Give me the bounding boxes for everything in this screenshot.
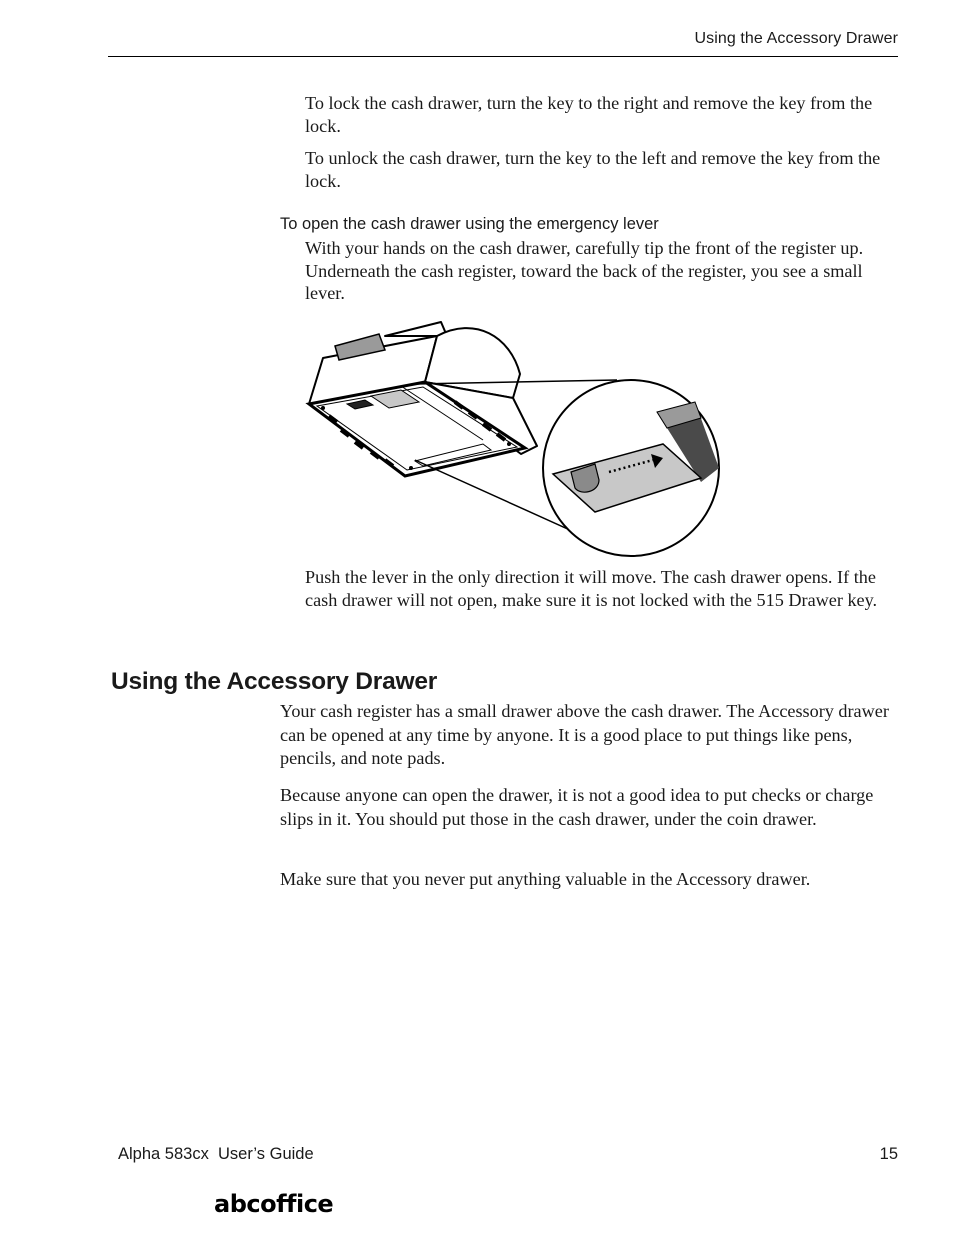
emergency-lever-illustration xyxy=(305,316,723,560)
lever-zoom-detail xyxy=(543,380,719,556)
accessory-paragraph-2: Because anyone can open the drawer, it is not a good idea to put checks or charge slips in it. You should put those in the cash drawer, under the coin drawer. xyxy=(280,785,874,829)
running-header xyxy=(108,28,898,57)
footer-guide-title: Alpha 583cx User’s Guide xyxy=(118,1145,314,1163)
running-header-title: Using the Accessory Drawer xyxy=(694,30,898,47)
register-underside-drawing xyxy=(305,316,723,560)
accessory-paragraph-3: Make sure that you never put anything valuable in the Accessory drawer. xyxy=(280,869,811,889)
accessory-drawer-heading: Using the Accessory Drawer xyxy=(111,668,438,695)
accessory-paragraph-1: Your cash register has a small drawer above the cash drawer. The Accessory drawer can be opened at any time by anyone. It is a good place to put things like pens, pencils, and note pads. xyxy=(280,701,889,768)
lock-instruction: To lock the cash drawer, turn the key to the right and remove the key from the lock. xyxy=(305,93,873,136)
unlock-instruction: To unlock the cash drawer, turn the key to the left and remove the key from the lock. xyxy=(305,148,881,191)
abcoffice-logo: abcoffice xyxy=(214,1190,334,1218)
footer-page-number: 15 xyxy=(879,1145,898,1163)
tip-register-paragraph: With your hands on the cash drawer, carefully tip the front of the register up. Underneath the cash register, toward the back of the register, you see a small lever. xyxy=(305,238,864,303)
emergency-lever-subheading: To open the cash drawer using the emergency lever xyxy=(280,215,659,233)
push-lever-paragraph: Push the lever in the only direction it will move. The cash drawer opens. If the cash drawer will not open, make sure it is not locked with the 515 Drawer key. xyxy=(305,567,878,610)
